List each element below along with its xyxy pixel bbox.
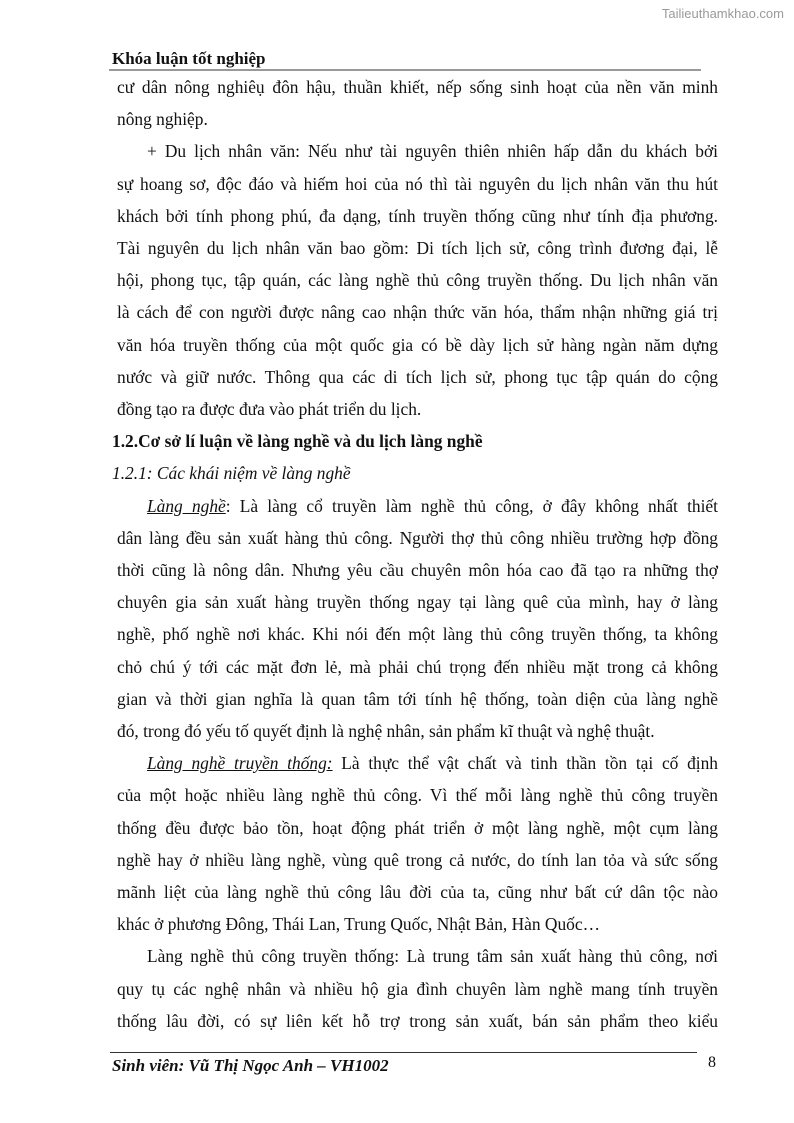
- text-segment: : Là làng cổ truyền làm nghề thủ công, ở đây không nhất thiết: [225, 495, 718, 516]
- text-line: [117, 1010, 718, 1032]
- term-label: Làng nghề truyền thống:: [147, 753, 333, 774]
- text-segment: thống lâu đời, có sự liên kết hỗ trợ trong sản xuất, bán sản phẩm theo kiểu: [117, 1010, 718, 1031]
- text-segment: thống đều được bảo tồn, hoạt động phát triển ở một làng nghề, một cụm làng: [117, 817, 718, 838]
- text-segment: khách bởi tính phong phú, đa dạng, tính truyền thống cũng như tính địa phương.: [117, 205, 718, 226]
- text-segment: nghề hay ở nhiều làng nghề, vùng quê trong cả nước, do tính lan tỏa và sức sống: [117, 849, 718, 870]
- text-segment: hội, phong tục, tập quán, các làng nghề thủ công truyền thống. Du lịch nhân văn: [117, 270, 718, 291]
- text-line: [117, 237, 718, 259]
- text-line: [147, 140, 718, 162]
- text-line: [117, 108, 718, 130]
- text-segment: 1.2.Cơ sở lí luận về làng nghề và du lịch làng nghề: [112, 431, 483, 452]
- text-line: [147, 752, 718, 774]
- subsection-heading: [112, 462, 713, 484]
- footer-divider: [110, 1052, 697, 1053]
- text-segment: Là thực thể vật chất và tinh thần tồn tại cố định: [332, 753, 718, 774]
- text-segment: quy tụ các nghệ nhân và nhiều hộ gia đình chuyên làm nghề mang tính truyền: [117, 978, 718, 999]
- text-line: [117, 913, 718, 935]
- text-line: [117, 334, 718, 356]
- text-segment: Làng nghề thủ công truyền thống: Là trung tâm sản xuất hàng thủ công, nơi: [147, 946, 718, 967]
- text-line: [117, 881, 718, 903]
- text-segment: nghề, phố nghề nơi khác. Khi nói đến một làng thủ công truyền thống, ta không: [117, 624, 718, 645]
- text-line: [117, 784, 718, 806]
- text-segment: chỏ chú ý tới các mặt đơn lẻ, mà phải chú trọng đến nhiều mặt trong cả không: [117, 656, 718, 677]
- text-segment: của một hoặc nhiều làng nghề thủ công. Vì thế mỗi làng nghề thủ công truyền: [117, 785, 718, 806]
- page-number: 8: [708, 1054, 716, 1071]
- text-segment: + Du lịch nhân văn: Nếu như tài nguyên thiên nhiên hấp dẫn du khách bởi: [147, 141, 718, 162]
- text-line: [117, 720, 718, 742]
- footer-author: Sinh viên: Vũ Thị Ngọc Anh – VH1002: [112, 1056, 389, 1075]
- text-segment: chuyên gia sản xuất hàng truyền thống ngay tại làng quê của mình, hay ở làng: [117, 592, 718, 613]
- text-segment: dân làng đều sản xuất hàng thủ công. Người thợ thủ công nhiều trường hợp đồng: [117, 527, 718, 548]
- term-label: Làng nghề: [147, 495, 226, 516]
- text-segment: nước và giữ nước. Thông qua các di tích lịch sử, phong tục tập quán do cộng: [117, 366, 718, 387]
- text-line: [117, 849, 718, 871]
- text-line: [117, 978, 718, 1000]
- text-line: [117, 623, 718, 645]
- text-line: [117, 398, 718, 420]
- text-segment: Tài nguyên du lịch nhân văn bao gồm: Di tích lịch sử, công trình đương đại, lễ: [117, 238, 718, 258]
- header-divider: [109, 69, 701, 71]
- text-segment: thời cũng là nông dân. Nhưng yêu cầu chuyên môn hóa cao đã tạo ra những thợ: [117, 560, 718, 580]
- text-line: [117, 205, 718, 227]
- text-line: [117, 173, 718, 195]
- section-heading: [112, 430, 713, 452]
- text-line: [117, 76, 718, 98]
- text-line: [117, 366, 718, 388]
- text-segment: cư dân nông nghiêụ đôn hậu, thuần khiết, nếp sống sinh hoạt của nền văn minh: [117, 77, 718, 97]
- text-line: [117, 688, 718, 710]
- text-line: [147, 945, 718, 967]
- text-segment: khác ở phương Đông, Thái Lan, Trung Quốc, Nhật Bản, Hàn Quốc…: [117, 914, 600, 935]
- text-line: [117, 656, 718, 678]
- text-segment: là cách để con người được nâng cao nhận thức văn hóa, thẩm nhận những giá trị: [117, 302, 718, 323]
- text-segment: 1.2.1: Các khái niệm về làng nghề: [112, 463, 351, 484]
- text-line: [117, 527, 718, 549]
- text-line: [117, 591, 718, 613]
- text-segment: đồng tạo ra được đưa vào phát triển du lịch.: [117, 399, 422, 419]
- running-header: Khóa luận tốt nghiệp: [112, 49, 266, 68]
- text-segment: sự hoang sơ, độc đáo và hiếm hoi của nó thì tài nguyên du lịch nhân văn thu hút: [117, 173, 718, 194]
- text-line: [117, 301, 718, 323]
- text-line: [117, 559, 718, 581]
- text-segment: nông nghiệp.: [117, 109, 208, 130]
- text-segment: mãnh liệt của làng nghề thủ công lâu đời của ta, cũng như bất cứ dân tộc nào: [117, 882, 718, 902]
- text-segment: văn hóa truyền thống của một quốc gia có bề dày lịch sử hàng ngàn năm dựng: [117, 334, 718, 355]
- text-line: [147, 495, 718, 517]
- text-line: [117, 269, 718, 291]
- text-segment: đó, trong đó yếu tố quyết định là nghệ nhân, sản phẩm kĩ thuật và nghệ thuật.: [117, 721, 655, 741]
- watermark: Tailieuthamkhao.com: [661, 6, 784, 21]
- text-segment: gian và thời gian nghĩa là quan tâm tới tính hệ thống, toàn diện của làng nghề: [117, 688, 718, 709]
- text-line: [117, 817, 718, 839]
